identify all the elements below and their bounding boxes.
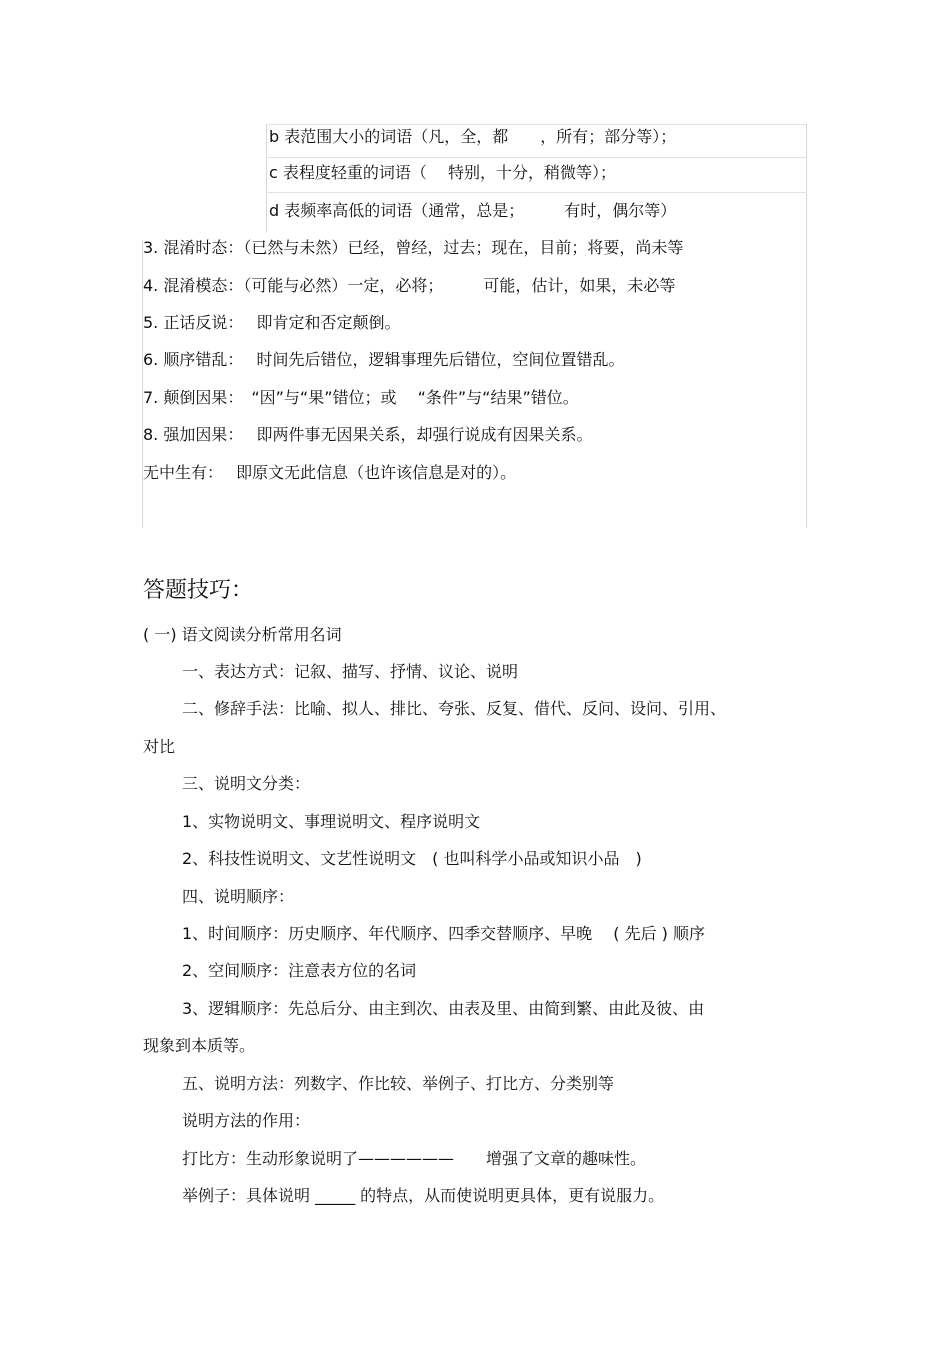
trap-item-c: c 表程度轻重的词语（ 特别，十分，稍微等）； xyxy=(269,163,616,182)
term-expository-methods: 五、说明方法：列数字、作比较、举例子、打比方、分类别等 xyxy=(182,1074,615,1093)
term-rhetoric-devices: 二、修辞手法：比喻、拟人、排比、夸张、反复、借代、反问、设问、引用、 xyxy=(182,699,727,718)
order-time: 1、时间顺序：历史顺序、年代顺序、四季交替顺序、早晚 ( 先后 ) 顺序 xyxy=(182,924,706,943)
term-rhetoric-devices-cont: 对比 xyxy=(143,737,176,756)
trap-item-3: 3. 混淆时态：（已然与未然）已经，曾经，过去；现在，目前；将要，尚未等 xyxy=(143,238,684,257)
table-border-top xyxy=(266,124,807,125)
method-analogy: 打比方：生动形象说明了—————— 增强了文章的趣味性。 xyxy=(182,1149,647,1168)
trap-item-b: b 表范围大小的词语（凡，全，都 ，所有；部分等）； xyxy=(269,127,677,146)
term-expository-types: 三、说明文分类： xyxy=(182,774,311,793)
method-example: 举例子：具体说明 _____ 的特点，从而使说明更具体，更有说服力。 xyxy=(182,1186,665,1205)
term-expression-modes: 一、表达方式：记叙、描写、抒情、议论、说明 xyxy=(182,662,519,681)
expository-type-2: 2、科技性说明文、文艺性说明文 ( 也叫科学小品或知识小品 ) xyxy=(182,849,642,868)
method-effects-title: 说明方法的作用： xyxy=(182,1111,311,1130)
table-row-divider xyxy=(266,192,807,193)
order-logic-cont: 现象到本质等。 xyxy=(143,1036,256,1055)
trap-item-6: 6. 顺序错乱： 时间先后错位，逻辑事理先后错位，空间位置错乱。 xyxy=(143,350,625,369)
subsection-title: ( 一) 语文阅读分析常用名词 xyxy=(143,625,342,644)
section-title: 答题技巧： xyxy=(143,578,254,603)
trap-item-wuzhongshengyou: 无中生有： 即原文无此信息（也许该信息是对的）。 xyxy=(143,463,517,482)
trap-item-5: 5. 正话反说： 即肯定和否定颠倒。 xyxy=(143,313,401,332)
table-row-divider xyxy=(266,157,807,158)
table-border-left-upper xyxy=(266,124,267,232)
trap-item-7: 7. 颠倒因果： “因”与“果”错位；或 “条件”与“结果”错位。 xyxy=(143,388,579,407)
trap-item-8: 8. 强加因果： 即两件事无因果关系，却强行说成有因果关系。 xyxy=(143,425,593,444)
expository-type-1: 1、实物说明文、事理说明文、程序说明文 xyxy=(182,812,481,831)
order-space: 2、空间顺序：注意表方位的名词 xyxy=(182,961,417,980)
table-border-right xyxy=(806,124,807,528)
term-expository-order: 四、说明顺序： xyxy=(182,887,295,906)
order-logic: 3、逻辑顺序：先总后分、由主到次、由表及里、由简到繁、由此及彼、由 xyxy=(182,999,705,1018)
trap-item-4: 4. 混淆模态：（可能与必然）一定，必将； 可能，估计，如果，未必等 xyxy=(143,276,676,295)
trap-item-d: d 表频率高低的词语（通常，总是； 有时，偶尔等） xyxy=(269,201,677,220)
